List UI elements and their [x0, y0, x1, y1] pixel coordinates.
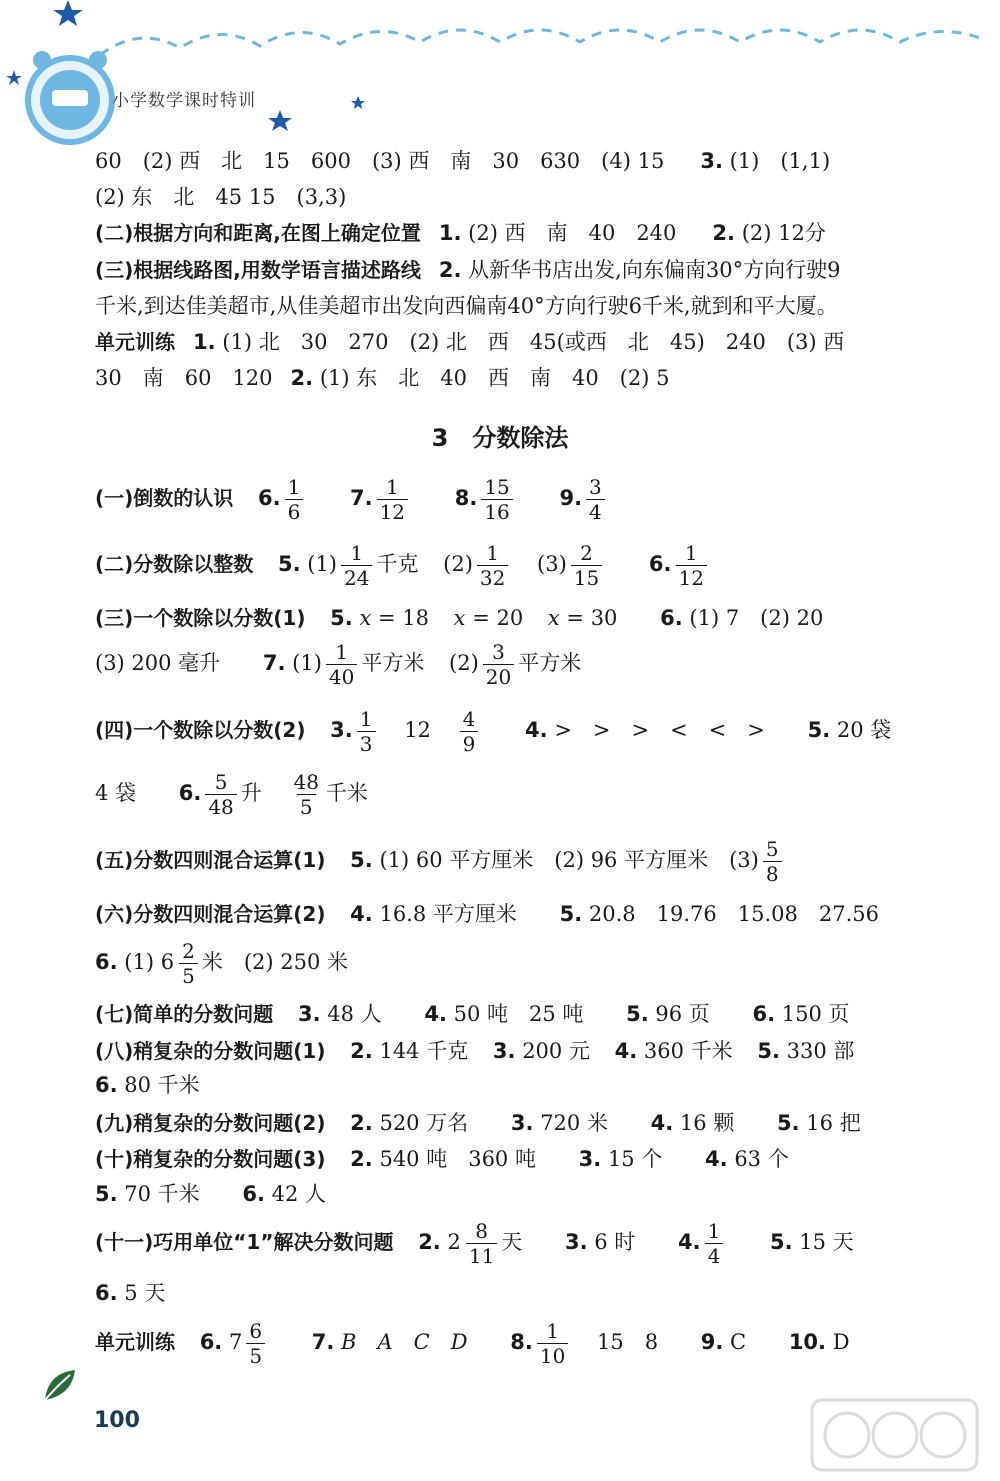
fraction: $\frac{5}{48}$: [205, 771, 236, 818]
chapter-title: 3 分数除法: [431, 424, 569, 452]
answer-line: (六)分数四则混合运算(2) 4. 16.8 平方厘米 5. 20.8 19.76 15.08 27.56: [95, 902, 879, 926]
section-title: 单元训练: [95, 330, 175, 354]
answer-line: 60 (2) 西 北 15 600 (3) 西 南 30 630 (4) 15 3. (1) (1,1): [95, 149, 831, 173]
watermark-logo: [807, 1395, 982, 1475]
page-header: [0, 0, 1000, 150]
answer-line: 6. (1) 6 $\frac{2}{5}$ 米 (2) 250 米: [95, 939, 349, 988]
section-title: (七)简单的分数问题: [95, 1002, 274, 1026]
fraction: $\frac{3}{4}$: [586, 476, 605, 523]
answer-line: 6. 80 千米: [95, 1073, 200, 1097]
answer-line: (二)根据方向和距离,在图上确定位置 1. (2) 西 南 40 240 2. (2) 12分: [95, 221, 826, 245]
answer-line: (一)倒数的认识 6. $\frac{1}{6}$ 7. $\frac{1}{12}$ 8. $\frac{15}{16}$ 9. $\frac{3}{4}$: [95, 476, 609, 523]
answer-line: (三)根据线路图,用数学语言描述路线 2. 从新华书店出发,向东偏南30°方向行驶9: [95, 258, 841, 282]
fraction: $\frac{2}{5}$: [179, 940, 198, 987]
answer-line: 5. 70 千米 6. 42 人: [95, 1182, 327, 1206]
answer-line: (十)稍复杂的分数问题(3) 2. 540 吨 360 吨 3. 15 个 4. 63 个: [95, 1147, 789, 1171]
fraction: $\frac{2}{15}$: [571, 542, 602, 589]
answer-line: (十一)巧用单位“1”解决分数问题 2. 2 $\frac{8}{11}$ 天 3. 6 时 4. $\frac{1}{4}$ 5. 15 天: [95, 1219, 854, 1268]
section-title: (九)稍复杂的分数问题(2): [95, 1111, 326, 1135]
leaf-icon: [40, 1365, 80, 1405]
brand-title: 小学数学课时特训: [112, 91, 256, 111]
section-title: (五)分数四则混合运算(1): [95, 848, 326, 872]
section-title: (三)一个数除以分数(1): [95, 606, 306, 630]
answer-line: 千米,到达佳美超市,从佳美超市出发向西偏南40°方向行驶6千米,就到和平大厦。: [95, 294, 838, 318]
answer-line: (四)一个数除以分数(2) 3. $\frac{1}{3}$ 12 $\frac{4}{9}$ 4. > > > < < > 5. 20 袋: [95, 707, 892, 756]
answer-line: 单元训练 6. 7 $\frac{6}{5}$ 7. B A C D 8. $\frac{1}{10}$ 15 8 9. C 10. D: [95, 1319, 850, 1368]
wave-border: [100, 30, 985, 55]
fraction: $\frac{1}{12}$: [676, 542, 707, 589]
fraction: $\frac{1}{24}$: [341, 542, 372, 589]
answer-line: (3) 200 毫升 7. (1) $\frac{1}{40}$ 平方米 (2) $\frac{3}{20}$ 平方米: [95, 640, 582, 689]
clock-icon: [28, 51, 112, 142]
fraction: $\frac{1}{6}$: [285, 476, 304, 523]
answer-line: (2) 东 北 45 15 (3,3): [95, 185, 347, 209]
fraction: $\frac{3}{20}$: [483, 641, 514, 688]
fraction: $\frac{5}{8}$: [763, 838, 782, 885]
answer-line: (五)分数四则混合运算(1) 5. (1) 60 平方厘米 (2) 96 平方厘米 (3) $\frac{5}{8}$: [95, 838, 786, 885]
answer-line: 单元训练 1. (1) 北 30 270 (2) 北 西 45(或西 北 45) 240 (3) 西: [95, 330, 845, 354]
fraction: $\frac{1}{40}$: [326, 641, 357, 688]
section-title: (二)根据方向和距离,在图上确定位置: [95, 221, 421, 245]
fraction: $\frac{1}{10}$: [537, 1320, 568, 1367]
answer-line: 4 袋 6. $\frac{5}{48}$ 升 $\frac{48}{5}$ 千米: [95, 770, 368, 819]
fraction: $\frac{15}{16}$: [481, 476, 512, 523]
section-title: 单元训练: [95, 1330, 175, 1354]
fraction: $\frac{48}{5}$: [293, 770, 319, 819]
fraction: $\frac{1}{3}$: [357, 708, 376, 755]
fraction: $\frac{1}{32}$: [477, 542, 508, 589]
answer-line: (九)稍复杂的分数问题(2) 2. 520 万名 3. 720 米 4. 16 颗 5. 16 把: [95, 1111, 861, 1135]
answer-line: (三)一个数除以分数(1) 5. x = 18 x = 20 x = 30 6. (1) 7 (2) 20: [95, 606, 824, 630]
section-title: (四)一个数除以分数(2): [95, 718, 306, 742]
section-title: (六)分数四则混合运算(2): [95, 902, 326, 926]
answer-line: (二)分数除以整数 5. (1) $\frac{1}{24}$ 千克 (2) $\frac{1}{32}$ (3) $\frac{2}{15}$ 6. $\frac{1}{12}$: [95, 542, 711, 589]
answer-line: (八)稍复杂的分数问题(1) 2. 144 千克 3. 200 元 4. 360 千米 5. 330 部: [95, 1039, 855, 1063]
section-title: (一)倒数的认识: [95, 486, 234, 510]
header-decoration: [0, 0, 1000, 150]
section-title: (三)根据线路图,用数学语言描述路线: [95, 258, 421, 282]
fraction: $\frac{4}{9}$: [460, 708, 479, 755]
section-title: (十一)巧用单位“1”解决分数问题: [95, 1230, 394, 1254]
answer-line: 30 南 60 120 2. (1) 东 北 40 西 南 40 (2) 5: [95, 366, 670, 390]
fraction: $\frac{8}{11}$: [466, 1220, 497, 1267]
fraction: $\frac{6}{5}$: [246, 1320, 265, 1367]
section-title: (八)稍复杂的分数问题(1): [95, 1039, 326, 1063]
fraction: $\frac{1}{4}$: [705, 1220, 724, 1267]
answer-line: (七)简单的分数问题 3. 48 人 4. 50 吨 25 吨 5. 96 页 6. 150 页: [95, 1002, 850, 1026]
section-title: (二)分数除以整数: [95, 552, 254, 576]
page-number: 100: [94, 1408, 140, 1433]
fraction: $\frac{1}{12}$: [377, 476, 408, 523]
answer-line: 6. 5 天: [95, 1281, 166, 1305]
section-title: (十)稍复杂的分数问题(3): [95, 1147, 326, 1171]
